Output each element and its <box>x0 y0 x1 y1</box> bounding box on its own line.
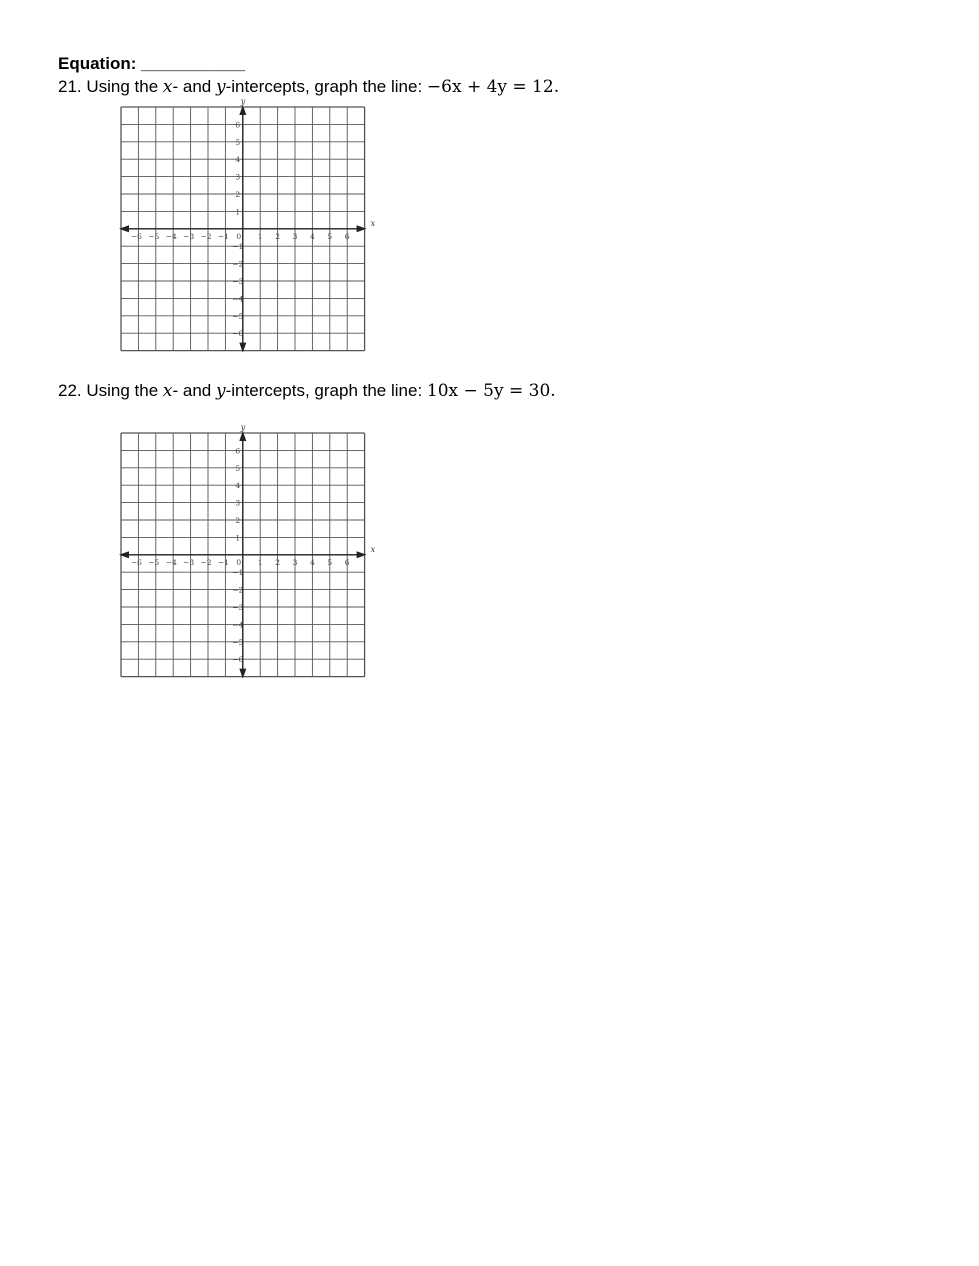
x-tick-label: 4 <box>310 231 315 241</box>
problem-22 <box>58 381 556 401</box>
x-variable: x <box>162 381 173 401</box>
equation-label-text: Equation: <box>58 54 137 73</box>
x-tick-label: −2 <box>200 557 212 567</box>
y-tick-label: 5 <box>235 463 241 473</box>
y-tick-label: −5 <box>232 637 244 647</box>
y-variable: y <box>216 381 226 401</box>
problem-number: 22. <box>58 381 82 400</box>
x-tick-label: −2 <box>200 231 212 241</box>
problem-text-before: Using the <box>86 381 163 400</box>
y-axis-label: y <box>240 97 246 106</box>
x-tick-label: 6 <box>344 231 350 241</box>
coordinate-grid-22[interactable] <box>110 422 380 687</box>
y-tick-label: 6 <box>235 120 241 130</box>
x-tick-label: 1 <box>257 231 263 241</box>
y-tick-label: −3 <box>232 603 244 612</box>
y-tick-label: 5 <box>235 137 241 147</box>
y-tick-label: −6 <box>232 329 244 339</box>
y-tick-label: 3 <box>235 498 241 508</box>
x-tick-label: −3 <box>183 231 195 241</box>
x-tick-label: −6 <box>130 557 142 567</box>
x-axis-label: x <box>370 544 376 554</box>
equation-label <box>58 54 245 74</box>
y-variable: y <box>216 77 226 97</box>
x-tick-label: −5 <box>148 231 160 241</box>
y-axis-label: y <box>240 423 246 432</box>
x-tick-label: 0 <box>236 231 242 241</box>
grid-svg <box>110 96 380 356</box>
x-tick-label: −1 <box>217 231 229 241</box>
problem-21 <box>58 77 559 97</box>
coordinate-grid-21[interactable] <box>110 96 380 361</box>
x-variable: x <box>162 77 173 97</box>
y-tick-label: 1 <box>235 207 241 217</box>
x-tick-label: 3 <box>292 231 298 241</box>
y-tick-label: −4 <box>232 294 244 304</box>
x-tick-label: −1 <box>217 557 229 567</box>
problem-text-mid1: - and <box>172 381 216 400</box>
y-tick-label: 6 <box>235 446 241 456</box>
y-tick-label: 4 <box>235 481 241 491</box>
x-tick-label: −5 <box>148 557 160 567</box>
y-tick-label: 2 <box>235 190 241 199</box>
x-tick-label: 3 <box>292 557 298 567</box>
y-tick-label: −2 <box>232 585 244 595</box>
problem-text-before: Using the <box>86 77 163 96</box>
problem-text-mid2: -intercepts, graph the line: <box>225 381 427 400</box>
x-tick-label: 2 <box>275 231 280 241</box>
problem-text-mid2: -intercepts, graph the line: <box>225 77 427 96</box>
problem-equation: −6x + 4y = 12. <box>426 77 560 97</box>
y-tick-label: −2 <box>232 259 244 269</box>
y-tick-label: −1 <box>232 568 244 578</box>
equation-blank[interactable]: ___________ <box>141 54 246 73</box>
grid-svg <box>110 422 380 682</box>
y-tick-label: −6 <box>232 655 244 665</box>
x-tick-label: 4 <box>310 557 315 567</box>
x-tick-label: 5 <box>327 557 333 567</box>
x-axis-label: x <box>370 218 376 228</box>
problem-equation: 10x − 5y = 30. <box>426 381 556 401</box>
x-tick-label: 0 <box>236 557 242 567</box>
y-tick-label: 3 <box>235 172 241 182</box>
y-tick-label: −3 <box>232 277 244 286</box>
x-tick-label: −4 <box>165 557 177 567</box>
y-tick-label: 1 <box>235 533 241 543</box>
x-tick-label: 6 <box>344 557 350 567</box>
x-tick-label: −4 <box>165 231 177 241</box>
y-tick-label: 4 <box>235 155 241 165</box>
y-tick-label: −1 <box>232 242 244 252</box>
y-tick-label: 2 <box>235 516 241 525</box>
problem-number: 21. <box>58 77 82 96</box>
x-tick-label: −3 <box>183 557 195 567</box>
x-tick-label: 5 <box>327 231 333 241</box>
problem-text-mid1: - and <box>172 77 216 96</box>
x-tick-label: −6 <box>130 231 142 241</box>
x-tick-label: 2 <box>275 557 280 567</box>
y-tick-label: −5 <box>232 311 244 321</box>
x-tick-label: 1 <box>257 557 263 567</box>
y-tick-label: −4 <box>232 620 244 630</box>
